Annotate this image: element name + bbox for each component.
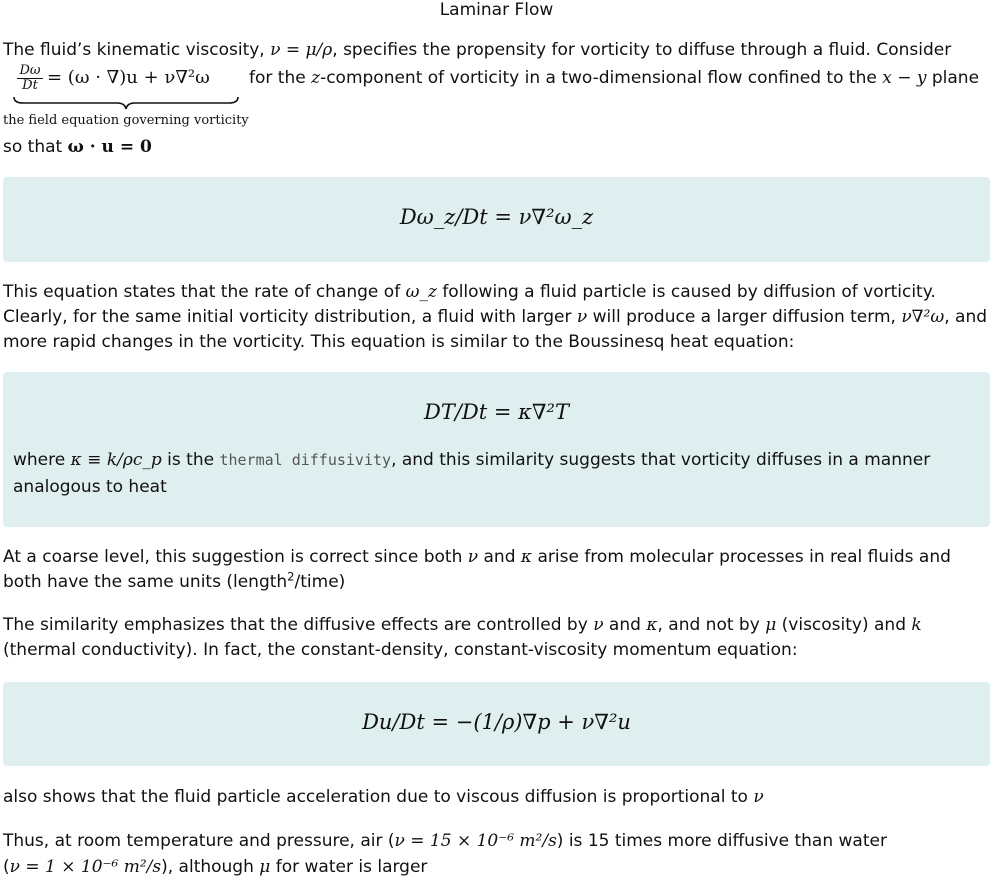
underbrace-icon [13, 96, 239, 110]
math-air-viscosity: ν = 15 × 10⁻⁶ m²/s [394, 831, 557, 851]
units-paragraph: At a coarse level, this suggestion is correct since both ν and κ arise from molecular processes in real fluids and both have the same units (length$^2$/time) [3, 547, 951, 592]
material-derivative-fraction: $\frac{D\omega}{Dt}$ [17, 64, 43, 93]
equation-vorticity-diffusion: Dω_z/Dt = ν∇²ω_z [399, 205, 594, 229]
vorticity-explanation-paragraph: This equation states that the rate of change of ω_z following a fluid particle is caused by diffusion of vorticity. Clearly, for the same initial vorticity distribution, a fluid with larger ν will produce a larger diffusion term, ν∇²ω, and more rapid changes in the vorticity. This equation is similar to the Boussinesq heat equation: [3, 282, 988, 352]
thermal-diffusivity-note: where κ ≡ k/ρc_p is the thermal diffusivity, and this similarity suggests that vorticity diffuses in a manner analogous to heat [13, 450, 931, 497]
intro-continuation: for the z-component of vorticity in a two-dimensional flow confined to the x − y plane [249, 68, 980, 88]
vorticity-field-equation [3, 64, 248, 134]
math-nu-definition: ν = μ/ρ [270, 40, 333, 60]
thermal-diffusivity-code: thermal diffusivity [219, 451, 392, 469]
equation-heat: DT/Dt = κ∇²T [423, 400, 569, 424]
similarity-paragraph: The similarity emphasizes that the diffusive effects are controlled by ν and κ, and not by μ (viscosity) and k (thermal conductivity). In fact, the constant-density, constant-viscosity momentum equation: [3, 615, 922, 660]
equation-box-momentum [3, 682, 990, 766]
orthogonality-line: so that ω · u = 0 [3, 137, 152, 157]
equation-box-heat [3, 372, 990, 527]
equation-momentum: Du/Dt = −(1/ρ)∇p + ν∇²u [362, 710, 631, 734]
math-water-viscosity: ν = 1 × 10⁻⁶ m²/s [9, 857, 162, 877]
underbrace-label: the field equation governing vorticity [3, 113, 249, 128]
field-equation-rhs: = (ω · ∇)u + ν∇²ω [47, 67, 210, 88]
air-water-paragraph: Thus, at room temperature and pressure, air (ν = 15 × 10⁻⁶ m²/s) is 15 times more diffusive than water (ν = 1 × 10⁻⁶ m²/s), although μ for water is larger [3, 831, 887, 877]
page-title: Laminar Flow [439, 0, 554, 20]
intro-paragraph: The fluid’s kinematic viscosity, ν = μ/ρ, specifies the propensity for vorticity to diffuse through a fluid. Consider [3, 40, 952, 60]
math-orthogonality: ω · u = 0 [67, 137, 152, 157]
acceleration-paragraph: also shows that the fluid particle acceleration due to viscous diffusion is proportional to ν [3, 787, 764, 807]
equation-box-vorticity [3, 177, 990, 262]
